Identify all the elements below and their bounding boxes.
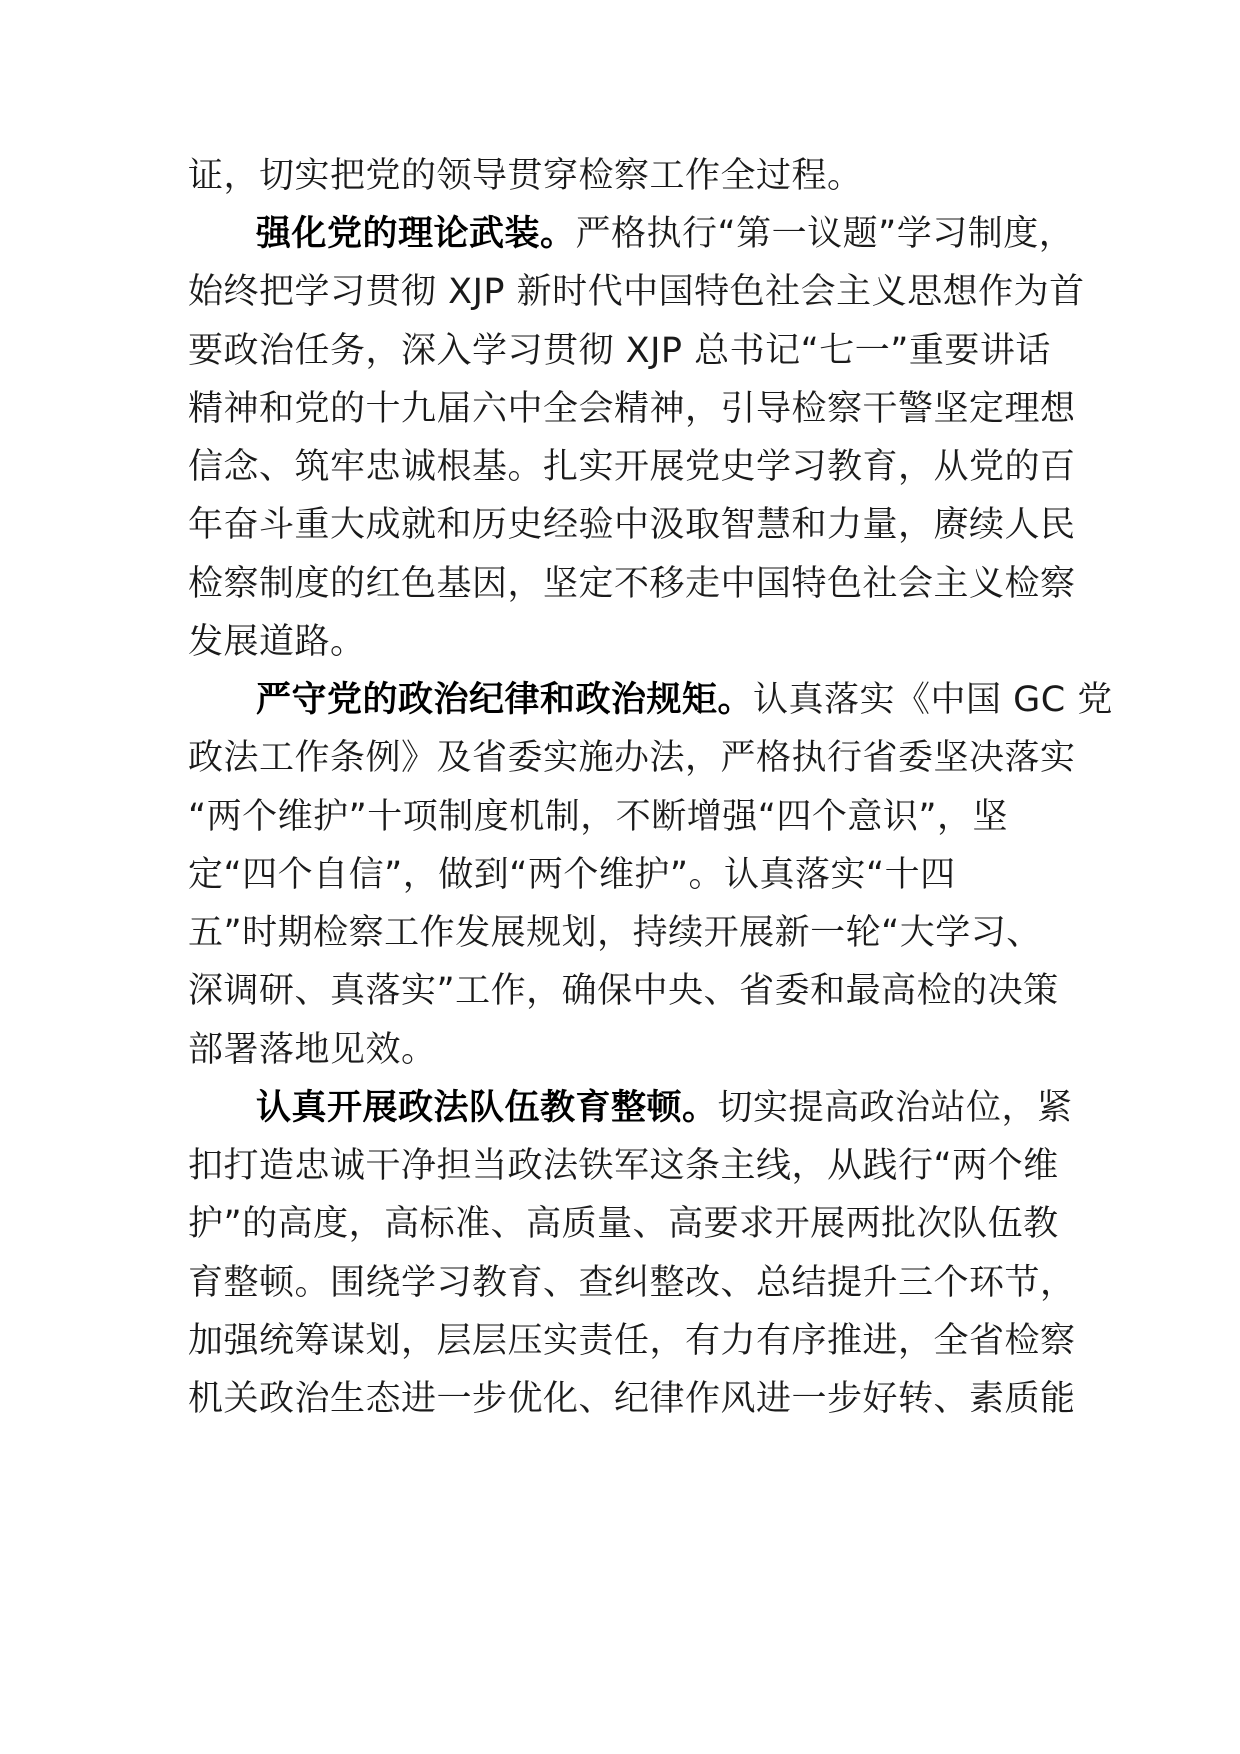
- paragraph-line: 定“四个自信”，做到“两个维护”。认真落实“十四: [188, 855, 956, 895]
- paragraph-line: 部署落地见效。: [188, 1030, 437, 1070]
- paragraph-line: 育整顿。围绕学习教育、查纠整改、总结提升三个环节，: [188, 1263, 1076, 1303]
- paragraph-line: 发展道路。: [188, 622, 366, 662]
- paragraph-line: 认真开展政法队伍教育整顿。切实提高政治站位，紧: [256, 1088, 1073, 1128]
- paragraph-line: 政法工作条例》及省委实施办法，严格执行省委坚决落实: [188, 738, 1076, 778]
- paragraph-line: 扣打造忠诚干净担当政法铁军这条主线，从践行“两个维: [188, 1146, 1059, 1186]
- paragraph-line: 要政治任务，深入学习贯彻 XJP 总书记“七一”重要讲话: [188, 331, 1051, 371]
- paragraph-line: 加强统筹谋划，层层压实责任，有力有序推进，全省检察: [188, 1321, 1076, 1361]
- paragraph-line: 机关政治生态进一步优化、纪律作风进一步好转、素质能: [188, 1379, 1076, 1419]
- section-heading: 严守党的政治纪律和政治规矩。: [256, 680, 754, 720]
- paragraph-line: 护”的高度，高标准、高质量、高要求开展两批次队伍教: [188, 1204, 1059, 1244]
- paragraph-line: 深调研、真落实”工作，确保中央、省委和最高检的决策: [188, 971, 1059, 1011]
- paragraph-line: 年奋斗重大成就和历史经验中汲取智慧和力量，赓续人民: [188, 505, 1076, 545]
- paragraph-line: 检察制度的红色基因，坚定不移走中国特色社会主义检察: [188, 564, 1076, 604]
- paragraph-line: 精神和党的十九届六中全会精神，引导检察干警坚定理想: [188, 389, 1076, 429]
- paragraph-line: 强化党的理论武装。严格执行“第一议题”学习制度，: [256, 214, 1075, 254]
- paragraph-line: 始终把学习贯彻 XJP 新时代中国特色社会主义思想作为首: [188, 272, 1085, 312]
- section-heading: 强化党的理论武装。: [256, 214, 576, 254]
- paragraph-line: “两个维护”十项制度机制，不断增强“四个意识”，坚: [188, 797, 1009, 837]
- paragraph-line: 信念、筑牢忠诚根基。扎实开展党史学习教育，从党的百: [188, 447, 1076, 487]
- section-heading: 认真开展政法队伍教育整顿。: [256, 1088, 718, 1128]
- paragraph-line: 严守党的政治纪律和政治规矩。认真落实《中国 GC 党: [256, 680, 1113, 720]
- paragraph-line: 证，切实把党的领导贯穿检察工作全过程。: [188, 156, 863, 196]
- paragraph-line: 五”时期检察工作发展规划，持续开展新一轮“大学习、: [188, 913, 1042, 953]
